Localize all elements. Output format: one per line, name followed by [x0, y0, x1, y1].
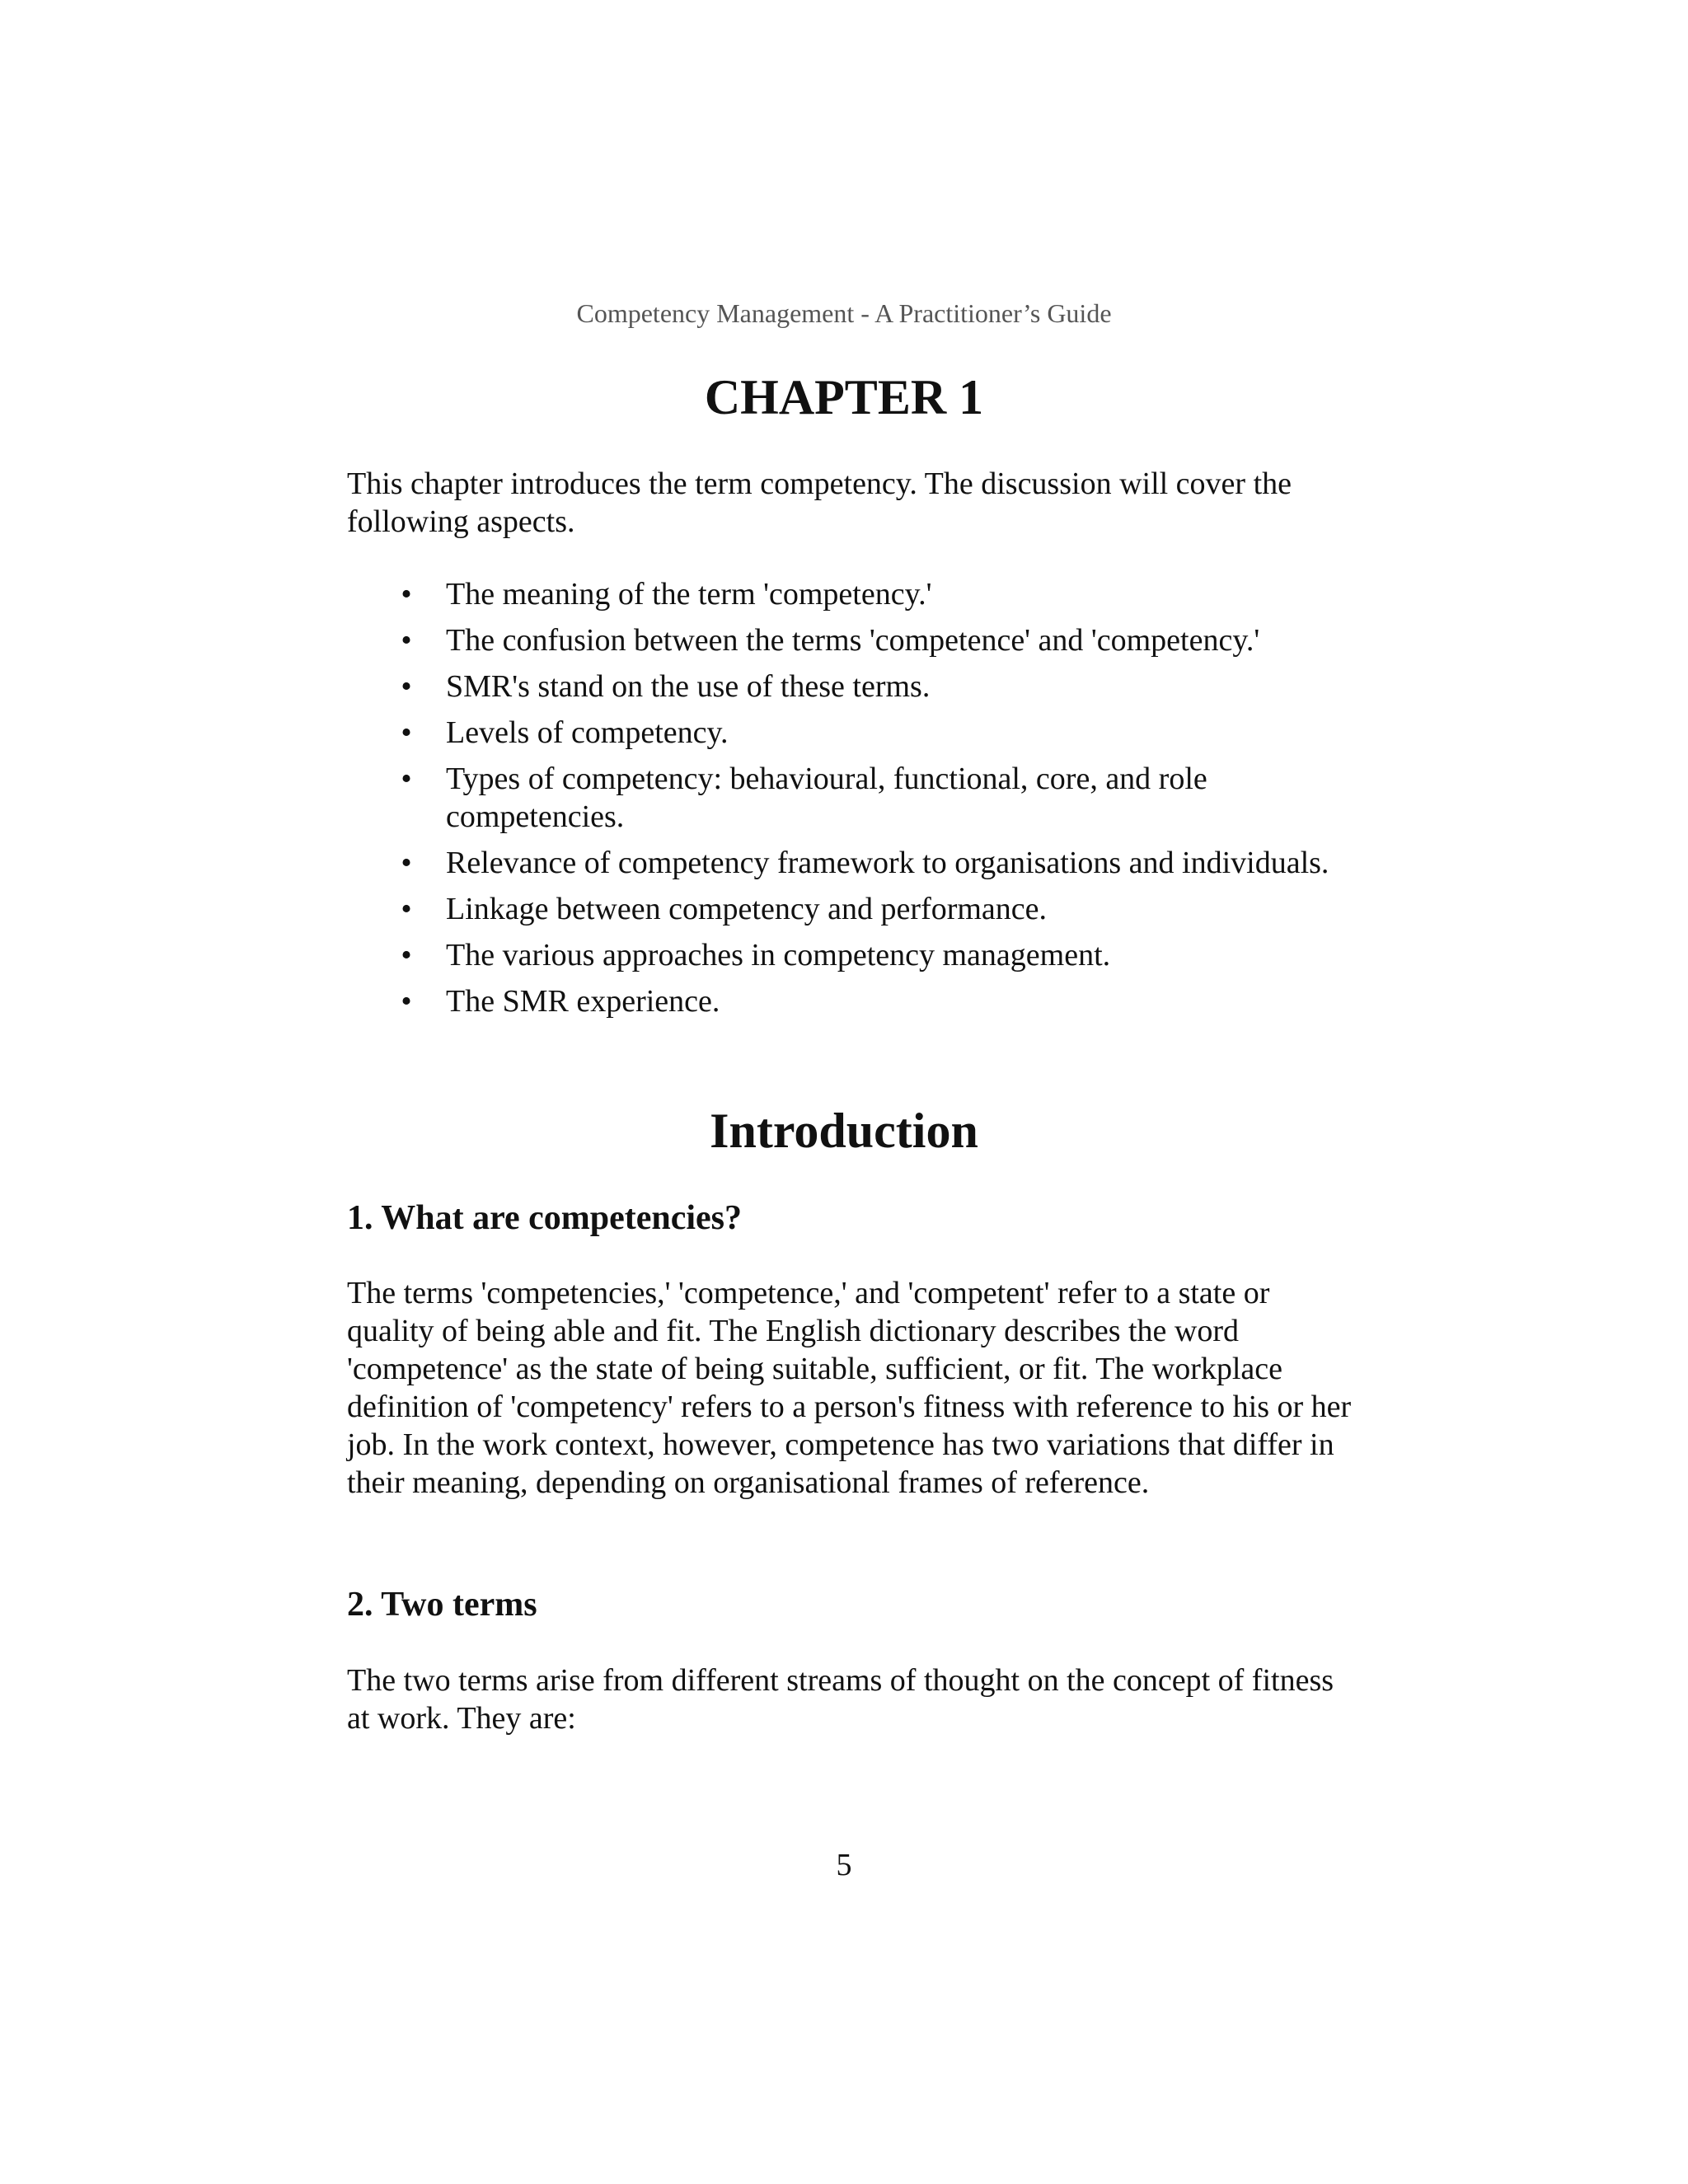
chapter-title: CHAPTER 1 [704, 370, 984, 424]
list-item [347, 760, 1361, 836]
bullet-icon: • [401, 715, 412, 750]
bullet-icon: • [401, 762, 412, 796]
list-item-text: The various approaches in competency management. [446, 938, 1111, 972]
list-item-text: The meaning of the term 'competency.' [446, 577, 932, 612]
list-item [347, 621, 1361, 659]
subsection-body-two-terms: The two terms arise from different streams of thought on the concept of fitness at work. They are: [347, 1663, 1334, 1736]
list-item-text: The confusion between the terms 'competence' and 'competency.' [446, 623, 1260, 658]
list-item [347, 714, 1361, 752]
bullet-icon: • [401, 577, 412, 612]
aspects-list [347, 575, 1361, 1029]
subsection-body-what-are-competencies: The terms 'competencies,' 'competence,' and 'competent' refer to a state or quality of being able and fit. The English dictionary describes the word 'competence' as the state of being suitable, sufficient, or fit. The workplace definition of 'competency' refers to a person's fitness with reference to his or her job. In the work context, however, competence has two variations that differ in their meaning, depending on organisational frames of reference. [347, 1276, 1352, 1500]
bullet-icon: • [401, 984, 412, 1019]
list-item [347, 575, 1361, 613]
list-item-text: Types of competency: behavioural, functional, core, and role competencies. [446, 762, 1207, 834]
chapter-intro: This chapter introduces the term competency. The discussion will cover the following aspects. [347, 466, 1292, 539]
list-item [347, 936, 1361, 974]
list-item-text: Relevance of competency framework to organisations and individuals. [446, 846, 1329, 880]
bullet-icon: • [401, 623, 412, 658]
running-header: Competency Management - A Practitioner’s Guide [576, 298, 1112, 328]
list-item [347, 668, 1361, 705]
subsection-heading-two-terms: 2. Two terms [347, 1586, 537, 1624]
bullet-icon: • [401, 669, 412, 704]
list-item [347, 982, 1361, 1020]
page-number: 5 [836, 1848, 852, 1882]
section-title: Introduction [710, 1104, 978, 1158]
list-item-text: Linkage between competency and performance. [446, 892, 1048, 926]
list-item-text: Levels of competency. [446, 715, 729, 750]
list-item [347, 844, 1361, 882]
subsection-heading-what-are-competencies: 1. What are competencies? [347, 1199, 743, 1237]
list-item-text: The SMR experience. [446, 984, 720, 1019]
bullet-icon: • [401, 938, 412, 972]
list-item [347, 890, 1361, 928]
bullet-icon: • [401, 892, 412, 926]
bullet-icon: • [401, 846, 412, 880]
list-item-text: SMR's stand on the use of these terms. [446, 669, 931, 704]
